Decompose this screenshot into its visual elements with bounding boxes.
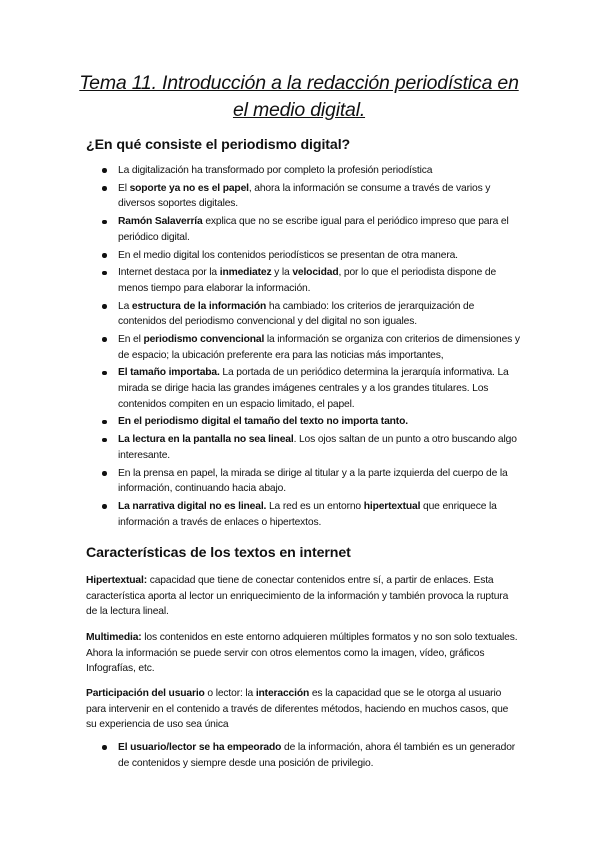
list-item xyxy=(102,332,520,363)
body-text: es la capacidad que se le otorga al usuario para intervenir en el contenido a través de diferentes métodos, haciendo en muchos casos, que su experiencia de uso sea única xyxy=(86,688,509,731)
title-line-1: Tema 11. Introducción a la redacción periodística en xyxy=(79,72,519,94)
body-text: la información se organiza con criterios de dimensiones y de espacio; la ubicación preferente era para las noticias más importantes, xyxy=(118,334,520,361)
bold-text: El tamaño importaba. xyxy=(118,367,220,379)
list-item xyxy=(102,163,520,179)
list-item xyxy=(102,432,520,463)
title-line-2: el medio digital. xyxy=(232,99,366,121)
page-title xyxy=(60,70,538,124)
body-text: , ahora la información se consume a través de varios y diversos soportes digitales. xyxy=(118,182,491,210)
list-item xyxy=(102,181,520,212)
list-item xyxy=(102,414,520,430)
list-item xyxy=(102,265,520,296)
body-text: que enriquece la información a través de enlaces o hipertextos. xyxy=(118,500,497,528)
bold-text: interacción xyxy=(255,688,310,699)
body-text: En el medio digital los contenidos periodísticos se presentan de otra manera. xyxy=(118,249,458,261)
paragraph-multimedia xyxy=(86,630,518,677)
section-heading-periodismo-digital: ¿En qué consiste el periodismo digital? xyxy=(86,137,351,153)
section-heading-caracteristicas: Características de los textos en internet xyxy=(86,545,351,561)
list-item xyxy=(102,740,520,771)
body-text: ha cambiado: los criterios de jerarquización de contenidos del periodismo convencional y del digital no son iguales. xyxy=(118,300,475,328)
bold-text: velocidad xyxy=(292,267,339,279)
body-text: o lector: la xyxy=(204,688,256,699)
body-text: de la información, ahora él también es un generador de contenidos y siempre desde una posición de privilegio. xyxy=(118,742,516,769)
paragraph-hipertextual xyxy=(86,573,518,620)
list-item xyxy=(102,214,520,245)
list-item xyxy=(102,365,520,412)
usuario-list xyxy=(102,740,520,773)
bold-text: Participación del usuario xyxy=(86,688,205,699)
body-text: El xyxy=(118,182,130,194)
bold-text: hipertextual xyxy=(363,500,421,512)
body-text: La xyxy=(118,300,132,312)
bold-text: Ramón Salaverría xyxy=(118,216,203,228)
bold-text: La narrativa digital no es lineal. xyxy=(118,500,267,512)
body-text: , por lo que el periodista dispone de menos tiempo para elaborar la información. xyxy=(118,267,497,294)
body-text: explica que no se escribe igual para el periódico impreso que para el periódico digital. xyxy=(118,216,509,243)
bold-text: El usuario/lector se ha empeorado xyxy=(118,742,282,753)
bold-text: periodismo convencional xyxy=(143,334,265,346)
bold-text: inmediatez xyxy=(219,267,272,279)
body-text: La red es un entorno xyxy=(266,500,364,512)
body-text: capacidad que tiene de conectar contenidos entre sí, a partir de enlaces. Esta característica aporta al lector un enriquecimiento de la información y también provoca la ruptura de la lectura lineal. xyxy=(86,575,509,618)
paragraph-participacion xyxy=(86,686,518,733)
bold-text: La lectura en la pantalla no sea lineal xyxy=(118,434,294,446)
body-text: La digitalización ha transformado por completo la profesión periodística xyxy=(118,165,433,176)
list-item xyxy=(102,299,520,330)
body-text: . Los ojos saltan de un punto a otro buscando algo interesante. xyxy=(118,434,517,461)
bold-text: Multimedia: xyxy=(86,632,142,643)
body-text: En el xyxy=(118,334,144,346)
body-text: Internet destaca por la xyxy=(118,267,220,279)
bold-text: estructura de la información xyxy=(131,300,267,312)
body-text: y la xyxy=(271,267,293,279)
body-text: los contenidos en este entorno adquieren múltiples formatos y no son solo textuales. Ahora la información se puede servir con otros elementos como la imagen, vídeo, gráficos Infografías, etc. xyxy=(86,632,518,675)
body-text: La portada de un periódico determina la jerarquía informativa. La mirada se dirige hacia las grandes imágenes centrales y a los grandes titulares. Los contenidos compiten en un espacio limitado, el papel. xyxy=(118,367,509,410)
body-text: En la prensa en papel, la mirada se dirige al titular y a la parte izquierda del cuerpo de la información, continuando hacia abajo. xyxy=(118,467,508,495)
list-item xyxy=(102,499,520,530)
list-item xyxy=(102,466,520,497)
bold-text: soporte ya no es el papel xyxy=(129,182,249,194)
periodismo-digital-list xyxy=(102,163,520,532)
bold-text: Hipertextual: xyxy=(86,575,147,586)
list-item xyxy=(102,248,520,264)
bold-text: En el periodismo digital el tamaño del texto no importa tanto. xyxy=(118,416,408,428)
